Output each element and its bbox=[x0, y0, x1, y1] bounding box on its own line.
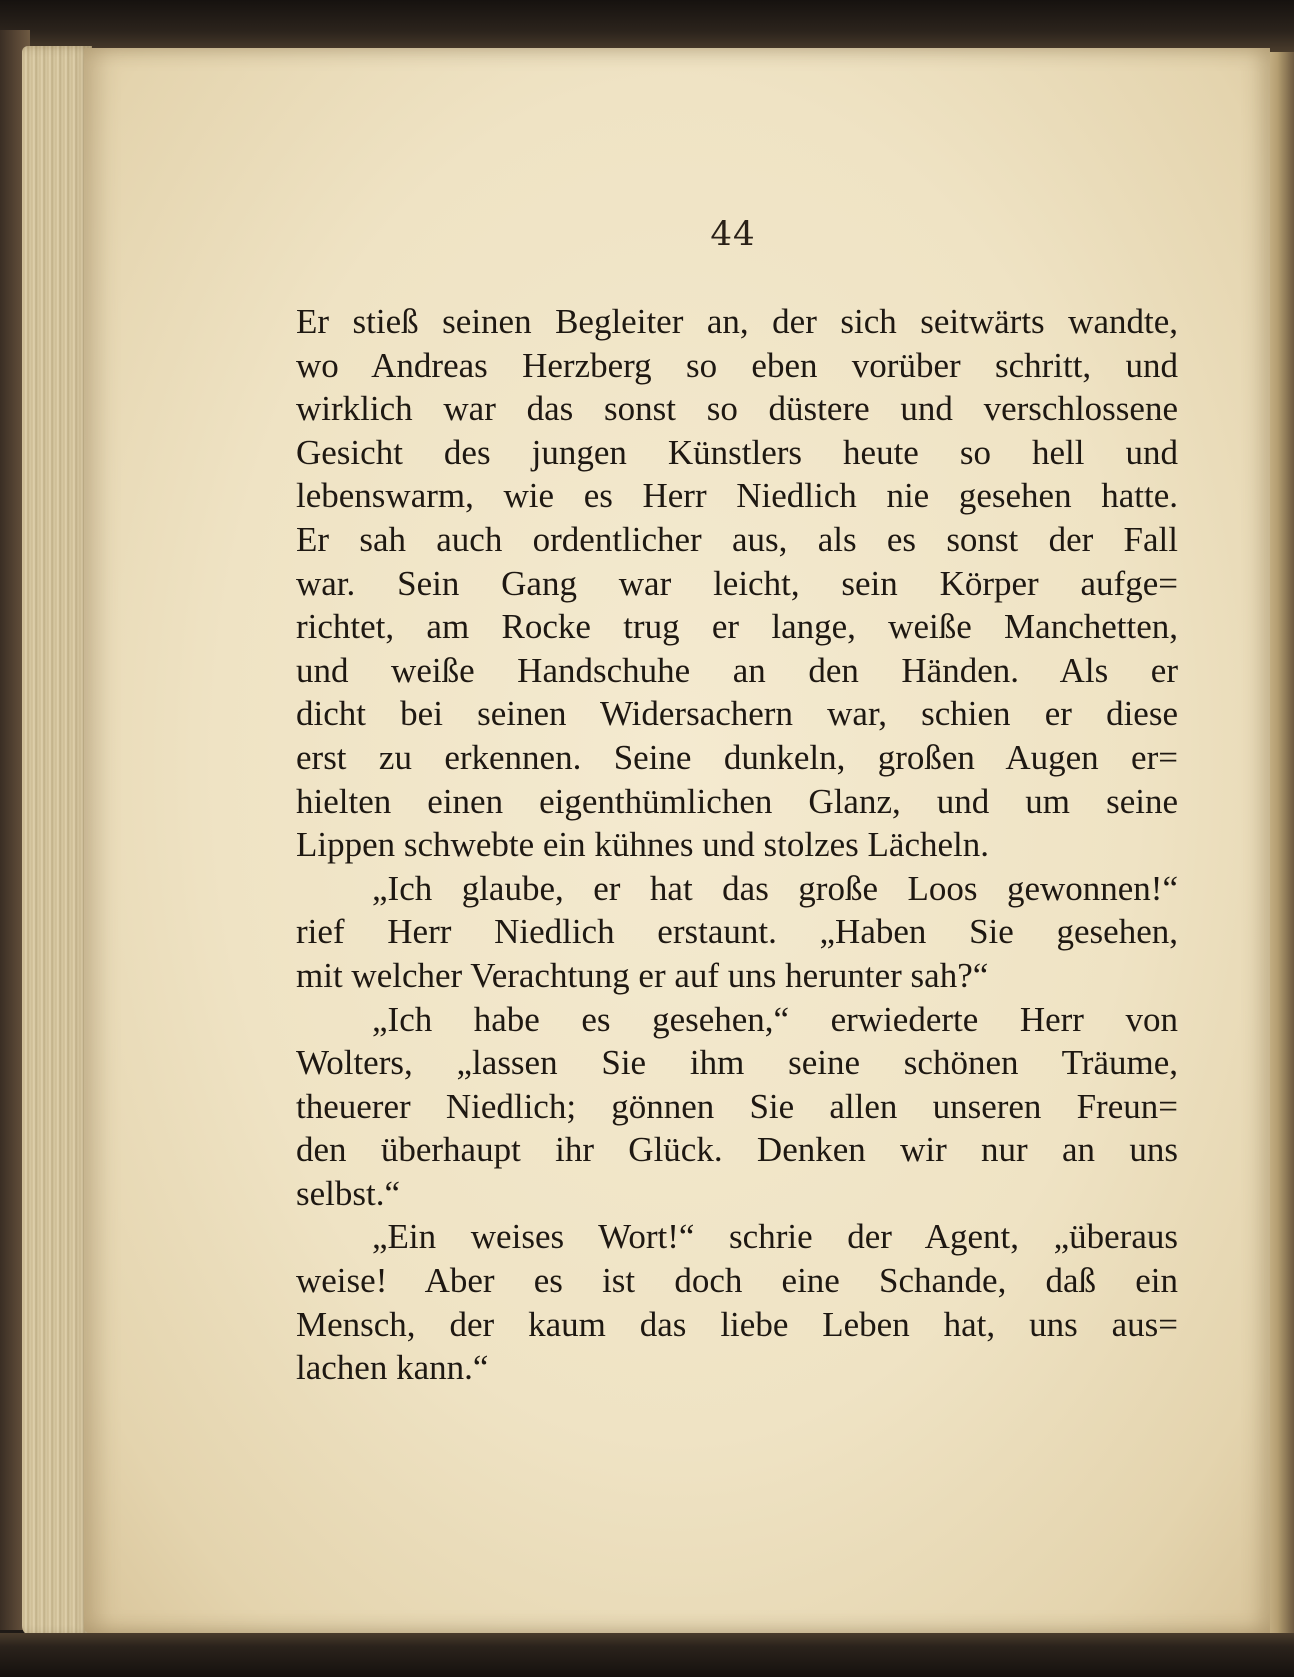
book-right-edge bbox=[1266, 52, 1294, 1642]
page-stack-edges bbox=[22, 46, 92, 1636]
text-line: „Ein weises Wort!“ schrie der Agent, „überaus bbox=[372, 1217, 1178, 1257]
text-line: richtet, am Rocke trug er lange, weiße Manchetten, bbox=[296, 607, 1178, 647]
text-line: Mensch, der kaum das liebe Leben hat, uns aus= bbox=[296, 1304, 1178, 1344]
text-line: rief Herr Niedlich erstaunt. „Haben Sie gesehen, bbox=[296, 912, 1178, 952]
text-line: lebenswarm, wie es Herr Niedlich nie gesehen hatte. bbox=[296, 476, 1178, 516]
text-line: dicht bei seinen Widersachern war, schien er diese bbox=[296, 694, 1178, 734]
text-line: „Ich glaube, er hat das große Loos gewonnen!“ bbox=[372, 868, 1178, 908]
text-line: und weiße Handschuhe an den Händen. Als er bbox=[296, 650, 1178, 690]
text-line: weise! Aber es ist doch eine Schande, daß ein bbox=[296, 1261, 1178, 1301]
text-line: Wolters, „lassen Sie ihm seine schönen Träume, bbox=[296, 1043, 1178, 1083]
text-line: Er sah auch ordentlicher aus, als es sonst der Fall bbox=[296, 519, 1178, 559]
text-line: den überhaupt ihr Glück. Denken wir nur an uns bbox=[296, 1130, 1178, 1170]
text-line: „Ich habe es gesehen,“ erwiederte Herr von bbox=[372, 999, 1178, 1039]
page-text bbox=[296, 300, 1178, 1390]
text-line: erst zu erkennen. Seine dunkeln, großen Augen er= bbox=[296, 737, 1178, 777]
book-top-edge bbox=[0, 0, 1294, 52]
page-number: 44 bbox=[710, 214, 756, 254]
text-line: lachen kann.“ bbox=[296, 1348, 489, 1388]
text-line: selbst.“ bbox=[296, 1173, 401, 1213]
text-line: wirklich war das sonst so düstere und verschlossene bbox=[296, 389, 1178, 429]
text-line: mit welcher Verachtung er auf uns herunter sah?“ bbox=[296, 955, 989, 995]
text-line: Gesicht des jungen Künstlers heute so hell und bbox=[296, 432, 1178, 472]
book-bottom-edge bbox=[0, 1633, 1294, 1677]
text-line: theuerer Niedlich; gönnen Sie allen unseren Freun= bbox=[296, 1086, 1178, 1126]
text-line: wo Andreas Herzberg so eben vorüber schritt, und bbox=[296, 345, 1178, 385]
text-line: hielten einen eigenthümlichen Glanz, und um seine bbox=[296, 781, 1178, 821]
text-line: Er stieß seinen Begleiter an, der sich seitwärts wandte, bbox=[296, 302, 1178, 341]
text-line: war. Sein Gang war leicht, sein Körper aufge= bbox=[296, 563, 1178, 603]
text-line: Lippen schwebte ein kühnes und stolzes Lächeln. bbox=[296, 825, 989, 865]
